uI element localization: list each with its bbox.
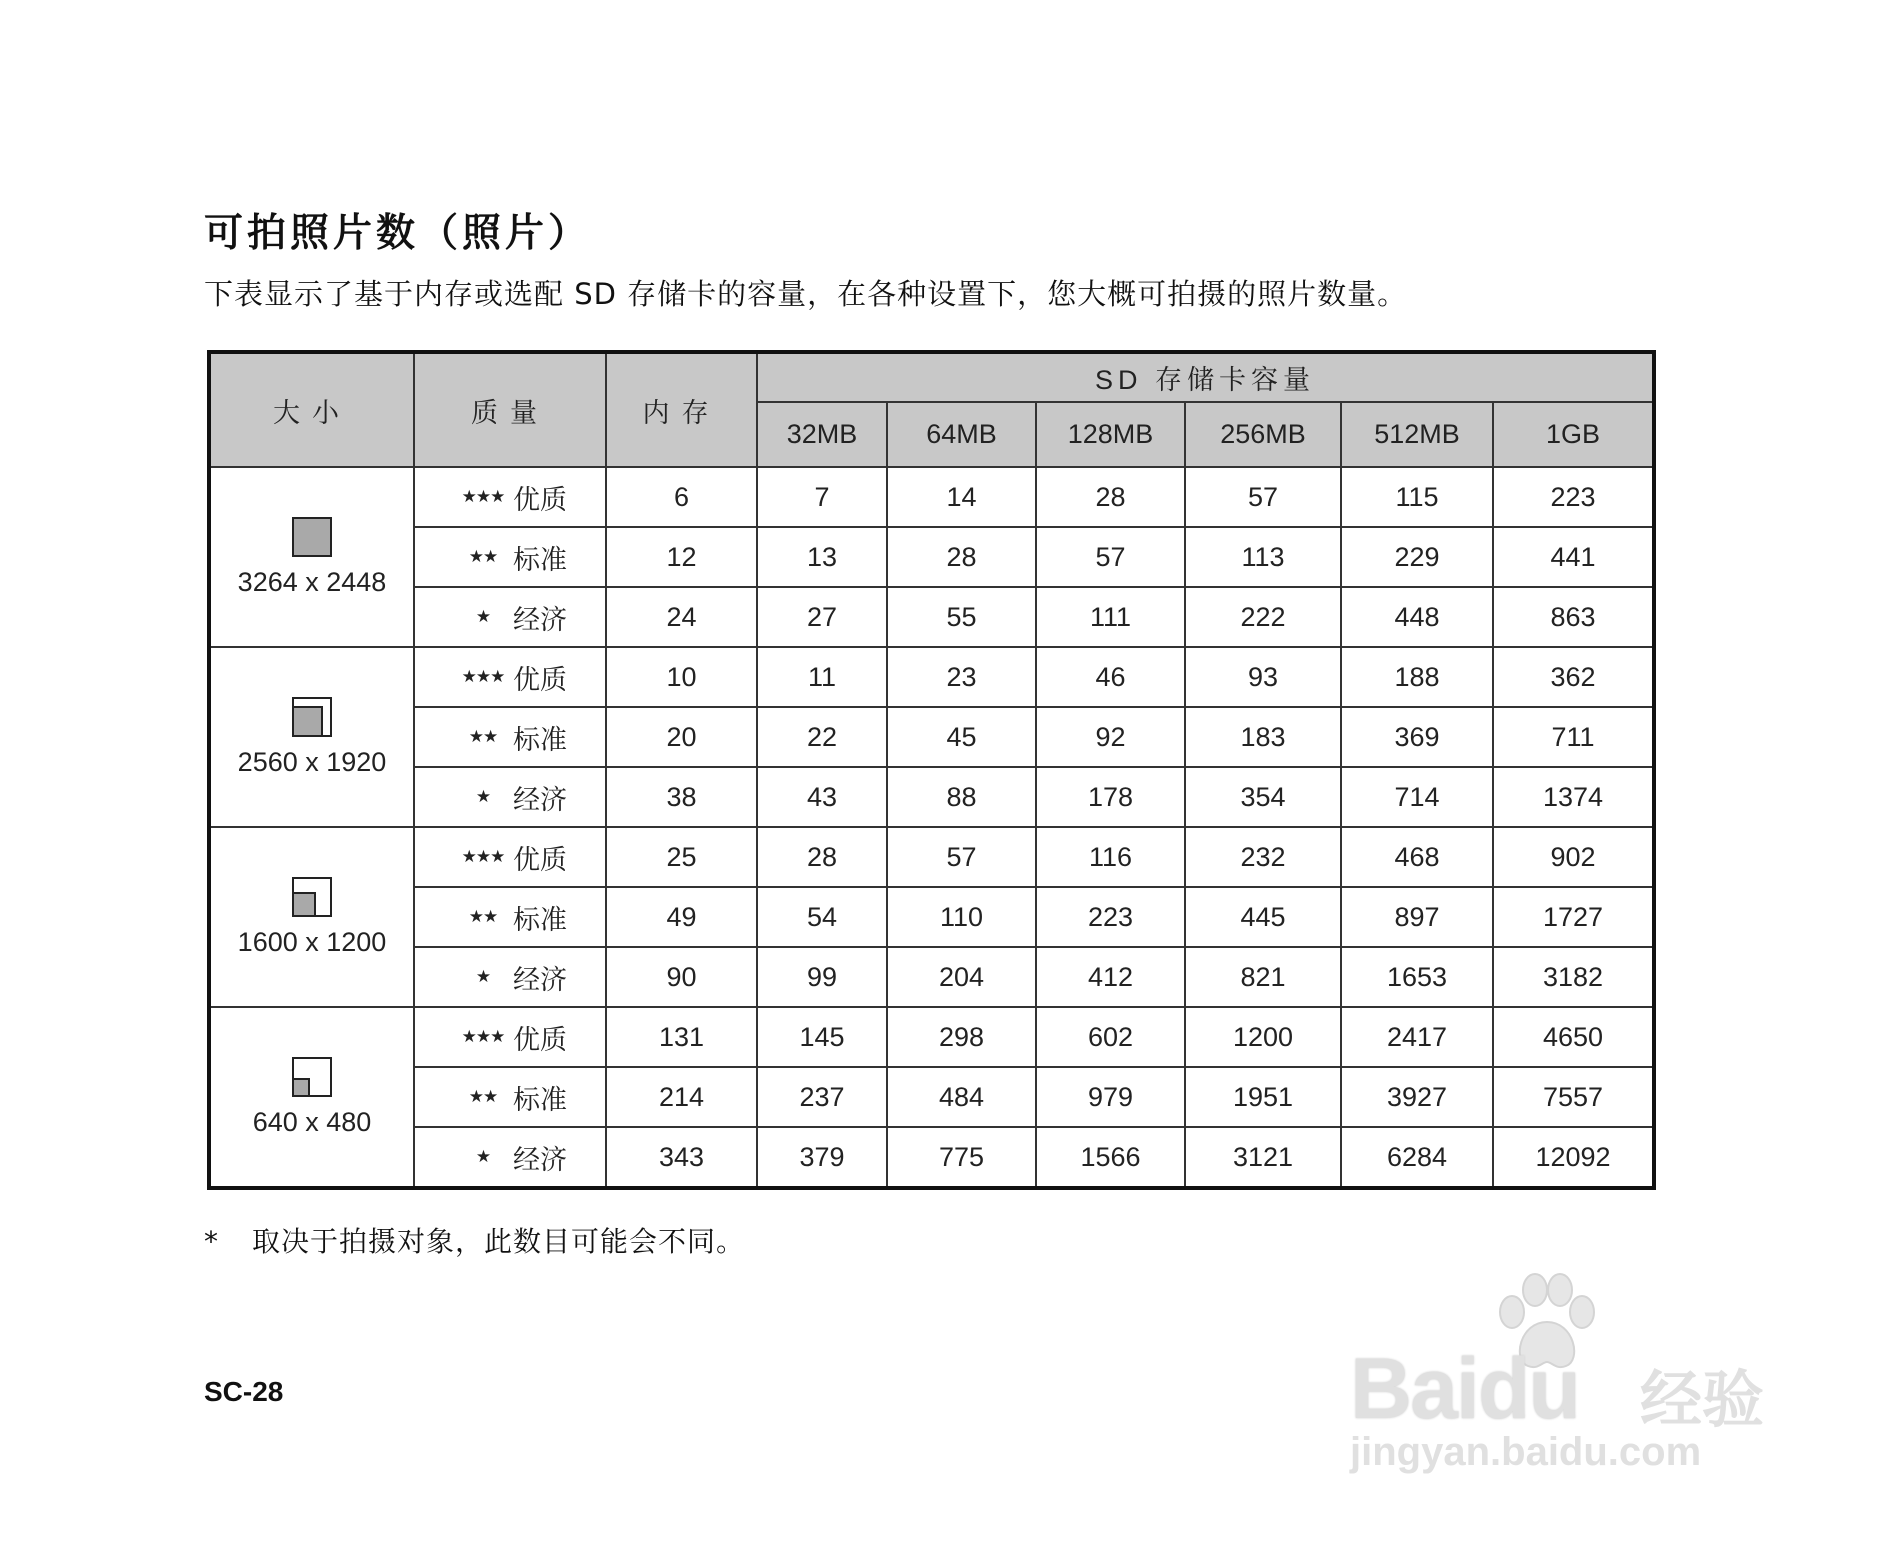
quality-label: 标准 <box>513 544 567 575</box>
sd-capacity-count: 232 <box>1185 827 1341 887</box>
sd-capacity-count: 178 <box>1036 767 1185 827</box>
size-cell <box>209 467 414 647</box>
quality-stars-icon: ★★★ <box>461 847 505 866</box>
quality-cell <box>414 887 606 947</box>
quality-label: 标准 <box>513 1084 567 1115</box>
table-row <box>209 527 1654 587</box>
internal-memory-count: 12 <box>606 527 757 587</box>
header-sd-capacity: SD 存储卡容量 <box>757 352 1654 402</box>
sd-capacity-count: 1200 <box>1185 1007 1341 1067</box>
sd-capacity-count: 46 <box>1036 647 1185 707</box>
sd-capacity-count: 14 <box>887 467 1036 527</box>
sd-capacity-count: 441 <box>1493 527 1654 587</box>
sd-capacity-count: 28 <box>887 527 1036 587</box>
internal-memory-count: 20 <box>606 707 757 767</box>
image-size-medium-icon <box>292 877 332 917</box>
sd-capacity-count: 6284 <box>1341 1127 1493 1188</box>
image-size-small-icon <box>292 1057 332 1097</box>
sd-capacity-count: 43 <box>757 767 887 827</box>
quality-label: 经济 <box>513 604 567 635</box>
quality-cell <box>414 767 606 827</box>
sd-capacity-count: 775 <box>887 1127 1036 1188</box>
quality-cell <box>414 647 606 707</box>
sd-capacity-count: 88 <box>887 767 1036 827</box>
sd-capacity-count: 484 <box>887 1067 1036 1127</box>
sd-capacity-count: 99 <box>757 947 887 1007</box>
sd-capacity-count: 445 <box>1185 887 1341 947</box>
sd-capacity-count: 379 <box>757 1127 887 1188</box>
watermark-brand: Baidu <box>1350 1341 1579 1437</box>
quality-stars-icon: ★★★ <box>461 487 505 506</box>
table-row <box>209 887 1654 947</box>
quality-stars-icon: ★★★ <box>461 667 505 686</box>
sd-capacity-count: 3121 <box>1185 1127 1341 1188</box>
watermark-brand-cjk: 经验 <box>1640 1363 1765 1436</box>
internal-memory-count: 38 <box>606 767 757 827</box>
quality-label: 经济 <box>513 784 567 815</box>
footnote-text: 取决于拍摄对象，此数目可能会不同。 <box>252 1225 746 1258</box>
internal-memory-count: 343 <box>606 1127 757 1188</box>
sd-capacity-count: 222 <box>1185 587 1341 647</box>
sd-capacity-count: 1951 <box>1185 1067 1341 1127</box>
header-size: 大小 <box>209 352 414 467</box>
sd-capacity-count: 57 <box>887 827 1036 887</box>
quality-cell <box>414 1067 606 1127</box>
internal-memory-count: 90 <box>606 947 757 1007</box>
sd-capacity-count: 116 <box>1036 827 1185 887</box>
quality-cell <box>414 1127 606 1188</box>
quality-cell <box>414 707 606 767</box>
table-row <box>209 1127 1654 1188</box>
internal-memory-count: 10 <box>606 647 757 707</box>
resolution-label: 2560 x 1920 <box>237 746 387 777</box>
quality-label: 经济 <box>513 1144 567 1175</box>
table-row <box>209 587 1654 647</box>
header-capacity: 128MB <box>1036 402 1185 467</box>
quality-stars-icon: ★★ <box>468 1087 498 1106</box>
internal-memory-count: 131 <box>606 1007 757 1067</box>
resolution-label: 640 x 480 <box>252 1106 372 1137</box>
sd-capacity-count: 22 <box>757 707 887 767</box>
internal-memory-count: 25 <box>606 827 757 887</box>
sd-capacity-count: 354 <box>1185 767 1341 827</box>
sd-capacity-count: 57 <box>1036 527 1185 587</box>
size-icon-fill <box>294 519 330 555</box>
sd-capacity-count: 188 <box>1341 647 1493 707</box>
sd-capacity-count: 602 <box>1036 1007 1185 1067</box>
sd-capacity-count: 298 <box>887 1007 1036 1067</box>
sd-capacity-count: 111 <box>1036 587 1185 647</box>
quality-label: 优质 <box>513 484 567 515</box>
table-row <box>209 947 1654 1007</box>
quality-label: 优质 <box>513 664 567 695</box>
sd-capacity-count: 412 <box>1036 947 1185 1007</box>
sd-capacity-count: 863 <box>1493 587 1654 647</box>
image-size-full-icon <box>292 517 332 557</box>
header-capacity: 1GB <box>1493 402 1654 467</box>
baidu-watermark <box>1340 1270 1780 1480</box>
sd-capacity-count: 1566 <box>1036 1127 1185 1188</box>
footnote <box>204 1220 745 1260</box>
quality-stars-icon: ★ <box>475 1147 491 1166</box>
sd-capacity-count: 979 <box>1036 1067 1185 1127</box>
table-row <box>209 467 1654 527</box>
sd-capacity-count: 27 <box>757 587 887 647</box>
quality-stars-icon: ★ <box>475 607 491 626</box>
resolution-label: 3264 x 2448 <box>237 566 387 597</box>
sd-capacity-count: 113 <box>1185 527 1341 587</box>
footnote-mark: * <box>204 1225 219 1258</box>
sd-capacity-count: 28 <box>1036 467 1185 527</box>
sd-capacity-count: 1653 <box>1341 947 1493 1007</box>
quality-label: 标准 <box>513 904 567 935</box>
sd-capacity-count: 55 <box>887 587 1036 647</box>
sd-capacity-count: 369 <box>1341 707 1493 767</box>
sd-capacity-count: 711 <box>1493 707 1654 767</box>
quality-label: 标准 <box>513 724 567 755</box>
resolution-label: 1600 x 1200 <box>237 926 387 957</box>
sd-capacity-count: 7557 <box>1493 1067 1654 1127</box>
header-quality: 质量 <box>414 352 606 467</box>
sd-capacity-count: 897 <box>1341 887 1493 947</box>
sd-capacity-count: 7 <box>757 467 887 527</box>
quality-stars-icon: ★★★ <box>461 1027 505 1046</box>
size-cell <box>209 1007 414 1188</box>
header-capacity: 256MB <box>1185 402 1341 467</box>
sd-capacity-count: 57 <box>1185 467 1341 527</box>
header-capacity: 64MB <box>887 402 1036 467</box>
size-icon-fill <box>294 706 323 735</box>
sd-capacity-count: 2417 <box>1341 1007 1493 1067</box>
quality-cell <box>414 467 606 527</box>
sd-capacity-count: 115 <box>1341 467 1493 527</box>
quality-cell <box>414 1007 606 1067</box>
sd-capacity-count: 28 <box>757 827 887 887</box>
sd-capacity-count: 13 <box>757 527 887 587</box>
sd-capacity-count: 902 <box>1493 827 1654 887</box>
quality-cell <box>414 587 606 647</box>
quality-cell <box>414 827 606 887</box>
quality-stars-icon: ★★ <box>468 727 498 746</box>
internal-memory-count: 24 <box>606 587 757 647</box>
quality-label: 经济 <box>513 964 567 995</box>
sd-capacity-count: 145 <box>757 1007 887 1067</box>
header-capacity: 32MB <box>757 402 887 467</box>
sd-capacity-count: 183 <box>1185 707 1341 767</box>
table-row <box>209 647 1654 707</box>
sd-capacity-count: 1727 <box>1493 887 1654 947</box>
sd-capacity-count: 92 <box>1036 707 1185 767</box>
sd-capacity-count: 821 <box>1185 947 1341 1007</box>
sd-capacity-count: 3927 <box>1341 1067 1493 1127</box>
size-cell <box>209 647 414 827</box>
sd-capacity-count: 4650 <box>1493 1007 1654 1067</box>
internal-memory-count: 6 <box>606 467 757 527</box>
sd-capacity-count: 110 <box>887 887 1036 947</box>
quality-stars-icon: ★★ <box>468 547 498 566</box>
sd-capacity-count: 54 <box>757 887 887 947</box>
sd-capacity-count: 468 <box>1341 827 1493 887</box>
size-icon-fill <box>294 892 316 914</box>
sd-capacity-count: 714 <box>1341 767 1493 827</box>
quality-stars-icon: ★ <box>475 787 491 806</box>
sd-capacity-count: 93 <box>1185 647 1341 707</box>
table-row <box>209 1007 1654 1067</box>
table-row <box>209 827 1654 887</box>
capacity-table <box>207 350 1656 1190</box>
header-internal-memory: 内存 <box>606 352 757 467</box>
quality-label: 优质 <box>513 1024 567 1055</box>
internal-memory-count: 49 <box>606 887 757 947</box>
sd-capacity-count: 448 <box>1341 587 1493 647</box>
page-number: SC-28 <box>204 1376 284 1407</box>
sd-capacity-count: 229 <box>1341 527 1493 587</box>
table-row <box>209 767 1654 827</box>
sd-capacity-count: 45 <box>887 707 1036 767</box>
sd-capacity-count: 3182 <box>1493 947 1654 1007</box>
header-capacity: 512MB <box>1341 402 1493 467</box>
watermark-url: jingyan.baidu.com <box>1350 1430 1702 1474</box>
quality-stars-icon: ★★ <box>468 907 498 926</box>
table-row <box>209 707 1654 767</box>
quality-label: 优质 <box>513 844 567 875</box>
size-icon-fill <box>294 1078 310 1094</box>
size-cell <box>209 827 414 1007</box>
quality-cell <box>414 947 606 1007</box>
sd-capacity-count: 12092 <box>1493 1127 1654 1188</box>
sd-capacity-count: 237 <box>757 1067 887 1127</box>
image-size-large-icon <box>292 697 332 737</box>
table-row <box>209 1067 1654 1127</box>
sd-capacity-count: 204 <box>887 947 1036 1007</box>
sd-capacity-count: 23 <box>887 647 1036 707</box>
sd-capacity-count: 1374 <box>1493 767 1654 827</box>
sd-capacity-count: 223 <box>1493 467 1654 527</box>
page-title: 可拍照片数（照片） <box>204 211 592 256</box>
quality-cell <box>414 527 606 587</box>
sd-capacity-count: 223 <box>1036 887 1185 947</box>
sd-capacity-count: 11 <box>757 647 887 707</box>
sd-capacity-count: 362 <box>1493 647 1654 707</box>
intro-text: 下表显示了基于内存或选配 SD 存储卡的容量，在各种设置下，您大概可拍摄的照片数量。 <box>204 277 1408 311</box>
internal-memory-count: 214 <box>606 1067 757 1127</box>
quality-stars-icon: ★ <box>475 967 491 986</box>
